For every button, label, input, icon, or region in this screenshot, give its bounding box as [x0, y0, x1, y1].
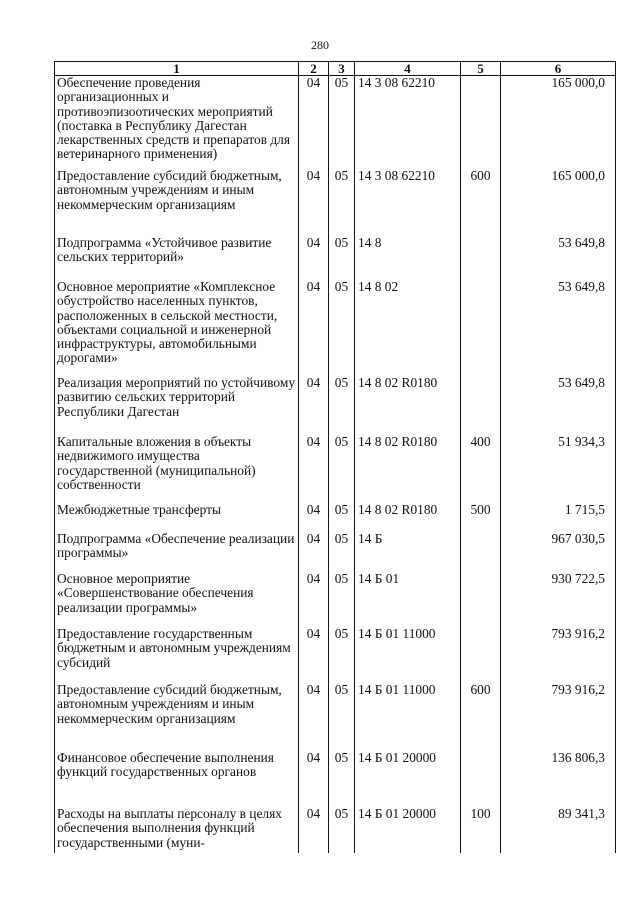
- row-vr: [461, 376, 501, 435]
- row-vr: 600: [461, 683, 501, 751]
- row-sum: 967 030,5: [501, 532, 616, 572]
- row-name: Обеспечение проведения организационных и противоэпизоотических мероприятий (поставка в Республику Дагестан лекарственных средств и препаратов для ветеринарного применения): [55, 76, 299, 170]
- row-col3: 05: [329, 683, 355, 751]
- row-col3: 05: [329, 236, 355, 280]
- row-vr: [461, 627, 501, 683]
- row-col2: 04: [299, 169, 329, 236]
- table-row: [55, 376, 616, 435]
- row-sum: 53 649,8: [501, 236, 616, 280]
- row-col3: 05: [329, 376, 355, 435]
- row-code: 14 Б 01: [355, 572, 461, 627]
- row-sum: 165 000,0: [501, 169, 616, 236]
- row-sum: 165 000,0: [501, 76, 616, 170]
- row-code: 14 8 02 R0180: [355, 503, 461, 532]
- row-name: Предоставление субсидий бюджетным, автономным учреждениям и иным некоммерческим организациям: [55, 169, 299, 236]
- row-col2: 04: [299, 76, 329, 170]
- row-name: Финансовое обеспечение выполнения функций государственных органов: [55, 751, 299, 807]
- row-col3: 05: [329, 532, 355, 572]
- row-vr: [461, 236, 501, 280]
- page-number: 280: [311, 38, 329, 52]
- column-header-2: 2: [299, 62, 329, 76]
- row-col3: 05: [329, 280, 355, 376]
- row-name: Предоставление субсидий бюджетным, автономным учреждениям и иным некоммерческим организациям: [55, 683, 299, 751]
- row-col3: 05: [329, 169, 355, 236]
- table-body: [55, 76, 616, 854]
- table-row: [55, 76, 616, 170]
- row-col3: 05: [329, 76, 355, 170]
- table-row: [55, 572, 616, 627]
- row-col3: 05: [329, 751, 355, 807]
- header-row: [55, 62, 616, 76]
- row-col3: 05: [329, 627, 355, 683]
- budget-table: [54, 61, 616, 853]
- row-name: Основное мероприятие «Совершенствование обеспечения реализации программы»: [55, 572, 299, 627]
- table-row: [55, 627, 616, 683]
- row-sum: 1 715,5: [501, 503, 616, 532]
- budget-table-container: [54, 61, 616, 853]
- row-sum: 930 722,5: [501, 572, 616, 627]
- row-name: Подпрограмма «Устойчивое развитие сельских территорий»: [55, 236, 299, 280]
- row-code: 14 8 02 R0180: [355, 435, 461, 503]
- row-col3: 05: [329, 572, 355, 627]
- row-name: Межбюджетные трансферты: [55, 503, 299, 532]
- row-vr: [461, 280, 501, 376]
- row-name: Реализация мероприятий по устойчивому развитию сельских территорий Республики Дагестан: [55, 376, 299, 435]
- table-row: [55, 683, 616, 751]
- table-row: [55, 280, 616, 376]
- row-code: 14 3 08 62210: [355, 76, 461, 170]
- row-sum: 53 649,8: [501, 376, 616, 435]
- table-row: [55, 807, 616, 853]
- table-row: [55, 435, 616, 503]
- row-sum: 136 806,3: [501, 751, 616, 807]
- column-header-6: 6: [501, 62, 616, 76]
- row-code: 14 Б 01 20000: [355, 751, 461, 807]
- table-row: [55, 236, 616, 280]
- row-code: 14 Б 01 11000: [355, 627, 461, 683]
- row-col2: 04: [299, 751, 329, 807]
- row-vr: 500: [461, 503, 501, 532]
- row-code: 14 Б 01 11000: [355, 683, 461, 751]
- row-vr: 100: [461, 807, 501, 853]
- table-row: [55, 532, 616, 572]
- row-col2: 04: [299, 683, 329, 751]
- row-col2: 04: [299, 376, 329, 435]
- row-col2: 04: [299, 807, 329, 853]
- row-name: Капитальные вложения в объекты недвижимого имущества государственной (муниципальной) собственности: [55, 435, 299, 503]
- row-sum: 793 916,2: [501, 627, 616, 683]
- row-code: 14 8 02 R0180: [355, 376, 461, 435]
- row-vr: [461, 751, 501, 807]
- row-name: Подпрограмма «Обеспечение реализации программы»: [55, 532, 299, 572]
- table-row: [55, 503, 616, 532]
- row-sum: 51 934,3: [501, 435, 616, 503]
- row-col3: 05: [329, 503, 355, 532]
- row-col2: 04: [299, 236, 329, 280]
- row-col2: 04: [299, 627, 329, 683]
- table-header: [55, 62, 616, 76]
- table-row: [55, 169, 616, 236]
- row-vr: [461, 76, 501, 170]
- column-header-4: 4: [355, 62, 461, 76]
- row-name: Предоставление государственным бюджетным и автономным учреждениям субсидий: [55, 627, 299, 683]
- row-name: Расходы на выплаты персоналу в целях обеспечения выполнения функций государственными (муни-: [55, 807, 299, 853]
- row-col2: 04: [299, 280, 329, 376]
- table-row: [55, 751, 616, 807]
- column-header-3: 3: [329, 62, 355, 76]
- row-vr: 400: [461, 435, 501, 503]
- column-header-5: 5: [461, 62, 501, 76]
- row-sum: 53 649,8: [501, 280, 616, 376]
- row-code: 14 Б 01 20000: [355, 807, 461, 853]
- row-code: 14 Б: [355, 532, 461, 572]
- row-col2: 04: [299, 572, 329, 627]
- row-code: 14 8: [355, 236, 461, 280]
- row-sum: 793 916,2: [501, 683, 616, 751]
- row-vr: 600: [461, 169, 501, 236]
- column-header-1: 1: [55, 62, 299, 76]
- row-col3: 05: [329, 807, 355, 853]
- row-code: 14 8 02: [355, 280, 461, 376]
- row-vr: [461, 532, 501, 572]
- row-col2: 04: [299, 503, 329, 532]
- row-sum: 89 341,3: [501, 807, 616, 853]
- row-name: Основное мероприятие «Комплексное обустройство населенных пунктов, расположенных в сельской местности, объектами социальной и инженерной инфраструктуры, автомобильными дорогами»: [55, 280, 299, 376]
- row-col2: 04: [299, 532, 329, 572]
- row-vr: [461, 572, 501, 627]
- row-col2: 04: [299, 435, 329, 503]
- row-col3: 05: [329, 435, 355, 503]
- row-code: 14 3 08 62210: [355, 169, 461, 236]
